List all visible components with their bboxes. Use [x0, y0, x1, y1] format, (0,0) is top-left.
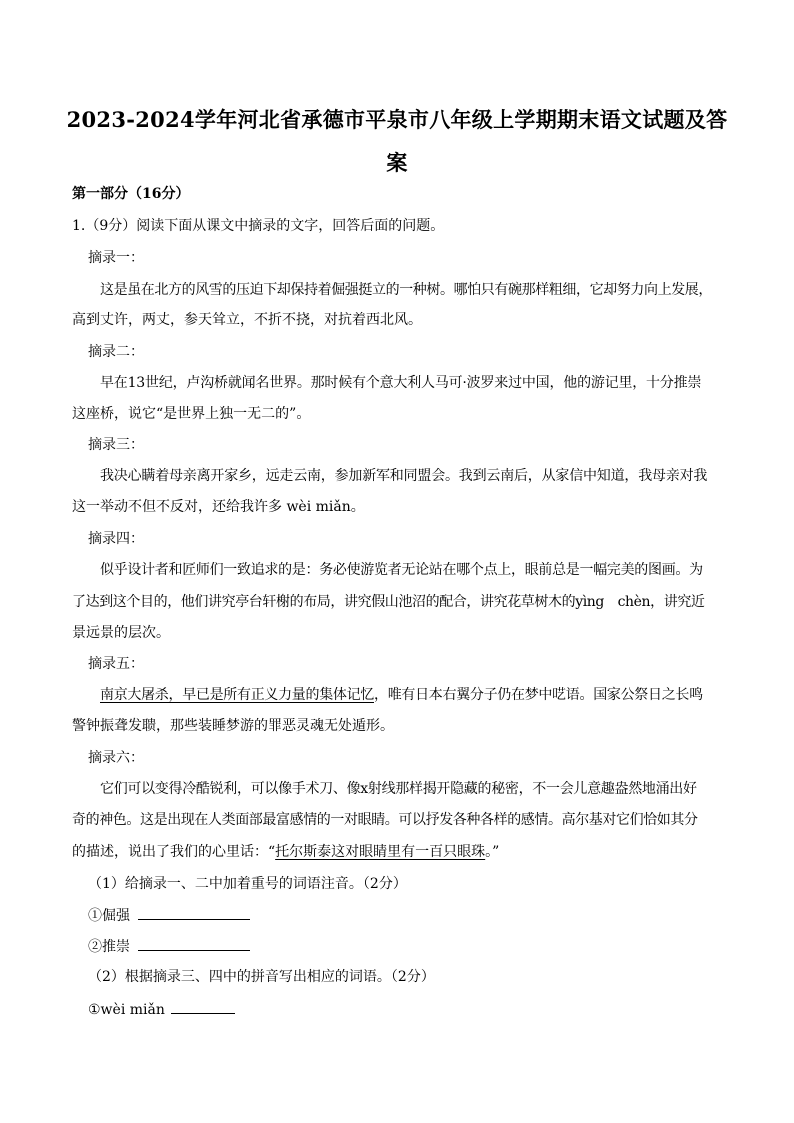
excerpt-1-label: 摘录一： [88, 250, 144, 266]
answer-blank-2[interactable] [138, 936, 250, 951]
subquestion-1-item2 [88, 936, 250, 957]
section-heading: 第一部分（16分） [72, 186, 190, 202]
excerpt-2-line2: 这座桥，说它“是世界上独一无二的”。 [72, 406, 311, 422]
excerpt-4-line3: 景远景的层次。 [72, 625, 170, 641]
excerpt-6-line3 [72, 842, 499, 862]
subquestion-2-item1 [88, 999, 235, 1020]
excerpt-6-underlined-quote: 托尔斯泰这对眼睛里有一百只眼珠 [275, 844, 486, 860]
excerpt-5-line1 [100, 685, 703, 705]
excerpt-4-label: 摘录四： [88, 531, 144, 547]
excerpt-6-line1: 它们可以变得冷酷锐利，可以像手术刀、像x射线那样揭开隐藏的秘密，不一会儿意趣盎然地涌出好 [100, 781, 697, 797]
subquestion-2-item1-label: ①wèi miǎn [88, 1002, 165, 1018]
answer-blank-1[interactable] [138, 905, 250, 920]
excerpt-3-line2: 这一举动不但不反对，还给我许多 wèi miǎn。 [72, 499, 365, 515]
excerpt-6-line3-start: 的描述，说出了我们的心里话：“ [72, 844, 276, 860]
excerpt-1-line1: 这是虽在北方的风雪的压迫下却保持着倔强挺立的一种树。哪怕只有碗那样粗细，它却努力向上发展， [100, 282, 712, 298]
excerpt-4-line1: 似乎设计者和匠师们一致追求的是：务必使游览者无论站在哪个点上，眼前总是一幅完美的图画。为 [100, 562, 703, 578]
subquestion-1-item1 [88, 905, 250, 926]
excerpt-3-line1: 我决心瞒着母亲离开家乡，远走云南，参加新军和同盟会。我到云南后，从家信中知道，我母亲对我 [100, 468, 708, 484]
excerpt-5-line2: 警钟振聋发聩，那些装睡梦游的罪恶灵魂无处遁形。 [72, 718, 394, 734]
document-title-line1: 2023-2024学年河北省承德市平泉市八年级上学期期末语文试题及答 [66, 107, 728, 132]
excerpt-5-underlined-phrase: 南京大屠杀，早已是所有正义力量的集体记忆 [100, 687, 374, 703]
answer-blank-3[interactable] [171, 999, 235, 1014]
excerpt-6-line2: 奇的神色。这是出现在人类面部最富感情的一对眼睛。可以抒发各种各样的感情。高尔基对它们恰如其分 [72, 812, 698, 828]
excerpt-3-label: 摘录三： [88, 437, 144, 453]
subquestion-1-item1-label: ①倔强 [88, 908, 130, 924]
excerpt-5-line1-rest: ，唯有日本右翼分子仍在梦中呓语。国家公祭日之长鸣 [374, 687, 703, 703]
question-1-intro: 1.（9分）阅读下面从课文中摘录的文字，回答后面的问题。 [72, 218, 445, 234]
excerpt-6-label: 摘录六： [88, 750, 144, 766]
excerpt-4-line2: 了达到这个目的，他们讲究亭台轩榭的布局，讲究假山池沼的配合，讲究花草树木的yìng chèn，讲究近 [72, 594, 705, 610]
excerpt-6-line3-end: 。” [485, 844, 500, 860]
subquestion-1-prompt: （1）给摘录一、二中加着重号的词语注音。（2分） [88, 876, 407, 892]
subquestion-2-prompt: （2）根据摘录三、四中的拼音写出相应的词语。（2分） [88, 969, 435, 985]
excerpt-2-label: 摘录二： [88, 344, 144, 360]
excerpt-2-line1: 早在13世纪，卢沟桥就闻名世界。那时候有个意大利人马可·波罗来过中国，他的游记里，十分推崇 [100, 375, 702, 391]
excerpt-1-line2: 高到丈许，两丈，参天耸立，不折不挠，对抗着西北风。 [72, 312, 422, 328]
subquestion-1-item2-label: ②推崇 [88, 939, 130, 955]
excerpt-5-label: 摘录五： [88, 656, 144, 672]
document-title-line2: 案 [386, 150, 408, 175]
